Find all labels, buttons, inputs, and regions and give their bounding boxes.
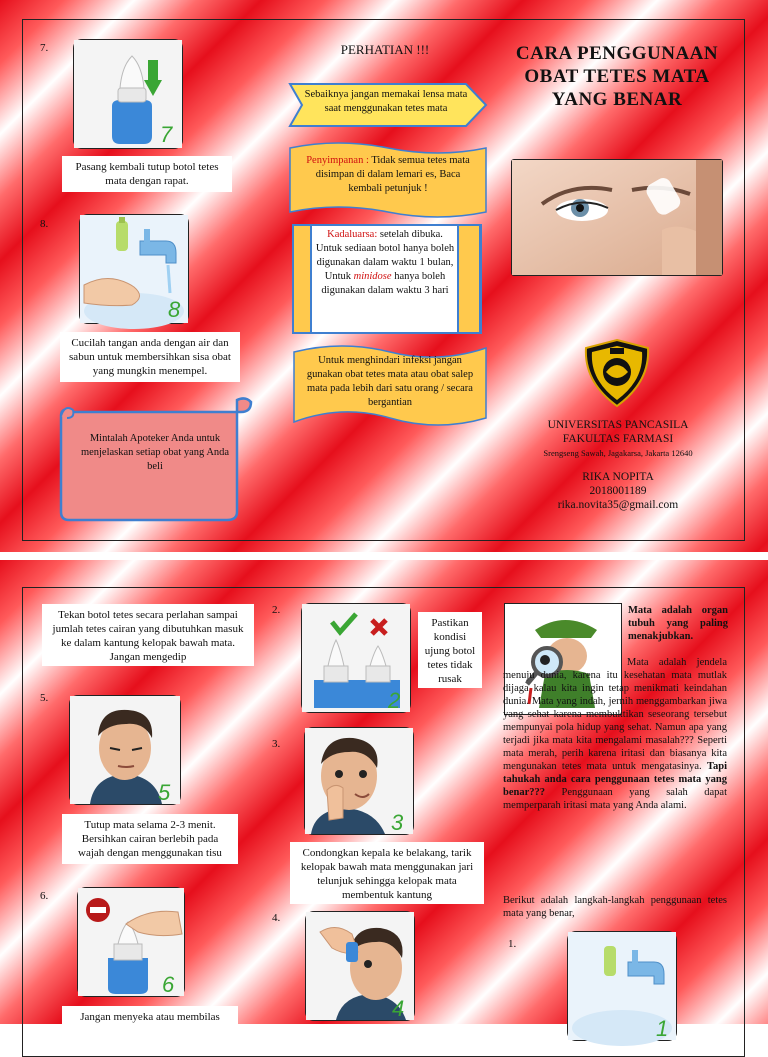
step-2-caption: Pastikan kondisi ujung botol tetes tidak rusak (418, 612, 482, 688)
student-id: 2018001189 (589, 485, 647, 497)
step-7-illustration (74, 40, 182, 148)
university-address: Srengseng Sawah, Jagakarsa, Jakarta 12640 (543, 448, 693, 458)
check-bottle-tip-icon (302, 604, 410, 712)
step-1-number: 1. (508, 938, 517, 950)
step-7-badge: 7 (160, 122, 173, 147)
title-line-2: OBAT TETES MATA (524, 66, 710, 87)
eye-drop-photo (512, 160, 722, 275)
step-2-badge: 2 (388, 688, 401, 713)
intro-text-1: Mata adalah jendela menuju dunia, karena itu kesehatan mata mutlak dijaga kalau kita ingin tetap menikmati keindahan dunia. Mata yang indah, jernih menggambarkan jiwa yang sehat karena membuktikan seseorang tersebut mempunyai pola hidup yang sehat. Namun apa yang terjadi jika mata kita mengalami masalah??? Seperti mata merah, perih karena iritasi dan biasanya kita mengunakan tetes mata untuk mengatasinya. (503, 657, 727, 772)
intro-bold-question: Tapi tahukah anda cara penggunaan tetes mata yang benar??? (503, 761, 727, 798)
apply-drops-icon (306, 912, 414, 1020)
title-line-1: CARA PENGGUNAAN (515, 43, 719, 64)
step-6-number: 6. (40, 890, 49, 902)
step-5-caption: Tutup mata selama 2-3 menit. Bersihkan cairan berlebih pada wajah dengan menggunakan tisu (62, 814, 238, 864)
step-5-illustration (70, 696, 180, 804)
expiry-note (314, 228, 456, 298)
pull-eyelid-icon (305, 728, 413, 834)
step-8-number: 8. (40, 218, 49, 230)
step-4-badge: 4 (392, 996, 405, 1021)
perhatian-heading: PERHATIAN !!! (340, 42, 430, 57)
author-name: RIKA NOPITA (582, 471, 654, 483)
step-5-badge: 5 (158, 780, 171, 805)
scroll-text: Mintalah Apoteker Anda untuk menjelaskan setiap obat yang Anda beli (80, 433, 230, 472)
storage-text: Tidak semua tetes mata disimpan di dalam lemari es, Baca kembali petunjuk ! (315, 155, 470, 194)
intro-text-2: Penggunaan yang salah dapat memperparah iritasi mata yang Anda alami. (503, 787, 727, 811)
contact-lens-warning: Sebaiknya jangan memakai lensa mata saat menggunakan tetes mata (304, 89, 468, 114)
step-6-badge: 6 (162, 972, 175, 997)
step-4-number: 4. (272, 912, 281, 924)
wash-hands-icon (568, 932, 676, 1040)
step-1-illustration (568, 932, 676, 1040)
hand-washing-icon (80, 215, 188, 323)
university-info (520, 418, 716, 512)
intro-lead (628, 604, 728, 643)
intro-steps-lead: Berikut adalah langkah-langkah penggunaan tetes mata yang benar, (503, 895, 727, 919)
no-touch-tip-icon (78, 888, 184, 996)
expiry-text-1: setelah dibuka. Untuk sediaan botol hanya boleh digunakan dalam waktu 1 bulan, Untuk (315, 229, 455, 282)
brochure-title (504, 42, 730, 111)
author-email[interactable]: rika.novita35@gmail.com (557, 499, 679, 511)
step-6-caption: Jangan menyeka atau membilas (62, 1006, 238, 1026)
woman-eye-photo-icon (512, 160, 722, 275)
university-seal-icon (584, 338, 650, 408)
expiry-label: Kadaluarsa: (327, 229, 378, 240)
storage-note (298, 154, 478, 196)
step-8-illustration (80, 215, 188, 323)
step-4-illustration (306, 912, 414, 1020)
step-3-illustration (305, 728, 413, 834)
step-2-number: 2. (272, 604, 281, 616)
step-2-illustration (302, 604, 410, 712)
step-3-number: 3. (272, 738, 281, 750)
university-logo (584, 338, 650, 408)
step-8-badge: 8 (168, 297, 181, 322)
step-6-illustration (78, 888, 184, 996)
intro-paragraph (503, 656, 727, 824)
title-line-3: YANG BENAR (551, 89, 683, 110)
infection-warning: Untuk menghindari infeksi jangan gunakan obat tetes mata atau obat salep mata pada lebih dari satu orang / secara bergantian (306, 355, 474, 408)
intro-bold-lead: Mata adalah organ tubuh yang paling menakjubkan. (628, 605, 728, 642)
step-5-number: 5. (40, 692, 49, 704)
step-3-caption: Condongkan kepala ke belakang, tarik kelopak bawah mata menggunakan jari telunjuk sehingga kelopak mata membentuk kantung (290, 842, 484, 904)
brochure-inside-page (0, 560, 768, 1041)
university-name: UNIVERSITAS PANCASILA (547, 419, 689, 431)
step-8-caption: Cucilah tangan anda dengan air dan sabun untuk membersihkan sisa obat yang mungkin menempel. (60, 332, 240, 382)
step-3-badge: 3 (391, 810, 404, 835)
step-1-badge: 1 (656, 1016, 669, 1041)
faculty-name: FAKULTAS FARMASI (562, 433, 674, 445)
step-7-number: 7. (40, 42, 49, 54)
expiry-minidose: minidose (353, 271, 392, 282)
eye-drop-bottle-cap-icon (74, 40, 182, 148)
step-7-caption: Pasang kembali tutup botol tetes mata dengan rapat. (62, 156, 232, 192)
step-4-caption: Tekan botol tetes secara perlahan sampai jumlah tetes cairan yang dibutuhkan masuk ke dalam kantung kelopak bawah mata. Jangan mengedip (42, 604, 254, 666)
expiry-text-2: hanya boleh digunakan dalam waktu 3 hari (321, 271, 449, 296)
man-closed-eyes-icon (70, 696, 180, 804)
storage-label: Penyimpanan : (306, 155, 369, 166)
